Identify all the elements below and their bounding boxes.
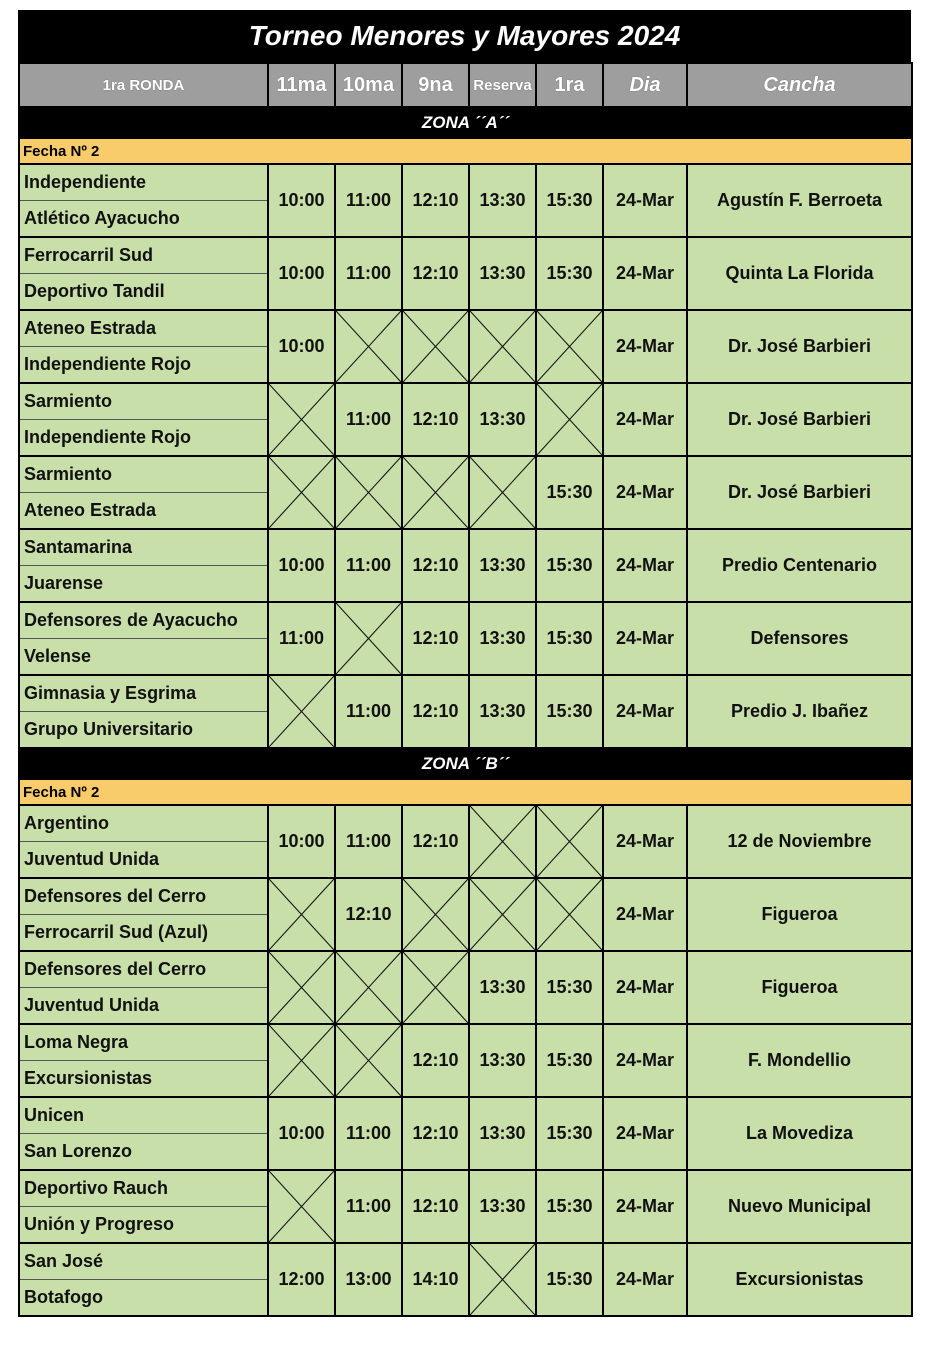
- dia-cell: 24-Mar: [603, 951, 687, 1024]
- fecha-row: [19, 779, 912, 805]
- time-cell: 15:30: [536, 1097, 603, 1170]
- teams-cell: [19, 310, 268, 383]
- time-cell: 13:30: [469, 1024, 536, 1097]
- time-cell: 13:30: [469, 529, 536, 602]
- time-cell: 15:30: [536, 951, 603, 1024]
- zone-label: ZONA ´´A´´: [19, 107, 912, 138]
- time-cell-empty: [536, 383, 603, 456]
- match-row: [19, 456, 912, 529]
- time-cell: 13:30: [469, 951, 536, 1024]
- match-row: [19, 878, 912, 951]
- time-cell: 13:30: [469, 237, 536, 310]
- home-team: Gimnasia y Esgrima: [20, 676, 267, 712]
- time-cell: 11:00: [335, 237, 402, 310]
- time-cell: 13:30: [469, 383, 536, 456]
- cancha-cell: F. Mondellio: [687, 1024, 912, 1097]
- time-cell-empty: [268, 951, 335, 1024]
- time-cell-empty: [268, 383, 335, 456]
- time-cell: 11:00: [335, 383, 402, 456]
- time-cell: 11:00: [335, 675, 402, 748]
- time-cell: 15:30: [536, 237, 603, 310]
- cancha-cell: Dr. José Barbieri: [687, 456, 912, 529]
- time-cell: 12:10: [402, 383, 469, 456]
- match-row: [19, 675, 912, 748]
- teams-cell: [19, 951, 268, 1024]
- not-played-x-icon: [470, 806, 535, 877]
- time-cell: 15:30: [536, 1170, 603, 1243]
- time-cell: 12:10: [402, 529, 469, 602]
- time-cell: 10:00: [268, 1097, 335, 1170]
- dia-cell: 24-Mar: [603, 383, 687, 456]
- time-cell-empty: [268, 1024, 335, 1097]
- time-cell: 13:30: [469, 1170, 536, 1243]
- time-cell: 12:10: [402, 1097, 469, 1170]
- header-11ma: 11ma: [268, 63, 335, 107]
- teams-cell: [19, 805, 268, 878]
- not-played-x-icon: [537, 806, 602, 877]
- time-cell: 12:10: [402, 805, 469, 878]
- time-cell: 13:30: [469, 164, 536, 237]
- time-cell: 12:10: [402, 602, 469, 675]
- schedule-sheet: [18, 10, 911, 1317]
- not-played-x-icon: [470, 457, 535, 528]
- match-row: [19, 602, 912, 675]
- not-played-x-icon: [336, 1025, 401, 1096]
- cancha-cell: Defensores: [687, 602, 912, 675]
- home-team: Defensores de Ayacucho: [20, 603, 267, 639]
- cancha-cell: Dr. José Barbieri: [687, 383, 912, 456]
- fecha-row: [19, 138, 912, 164]
- zone-header-row: [19, 748, 912, 779]
- teams-cell: [19, 237, 268, 310]
- header-ronda: 1ra RONDA: [19, 63, 268, 107]
- dia-cell: 24-Mar: [603, 456, 687, 529]
- time-cell: 11:00: [335, 1097, 402, 1170]
- time-cell: 10:00: [268, 529, 335, 602]
- home-team: Argentino: [20, 806, 267, 842]
- away-team: Ateneo Estrada: [24, 500, 157, 520]
- header-1ra: 1ra: [536, 63, 603, 107]
- time-cell: 12:10: [402, 1024, 469, 1097]
- match-row: [19, 237, 912, 310]
- time-cell: 11:00: [335, 1170, 402, 1243]
- not-played-x-icon: [537, 384, 602, 455]
- cancha-cell: Agustín F. Berroeta: [687, 164, 912, 237]
- cancha-cell: Nuevo Municipal: [687, 1170, 912, 1243]
- not-played-x-icon: [269, 457, 334, 528]
- time-cell-empty: [335, 1024, 402, 1097]
- dia-cell: 24-Mar: [603, 529, 687, 602]
- away-team: Juventud Unida: [24, 995, 160, 1015]
- time-cell: 10:00: [268, 310, 335, 383]
- home-team: San José: [20, 1244, 267, 1280]
- not-played-x-icon: [537, 879, 602, 950]
- cancha-cell: 12 de Noviembre: [687, 805, 912, 878]
- time-cell-empty: [268, 878, 335, 951]
- dia-cell: 24-Mar: [603, 164, 687, 237]
- dia-cell: 24-Mar: [603, 602, 687, 675]
- dia-cell: 24-Mar: [603, 1243, 687, 1316]
- time-cell-empty: [402, 951, 469, 1024]
- time-cell: 10:00: [268, 805, 335, 878]
- away-team: Atlético Ayacucho: [24, 208, 180, 228]
- time-cell: 13:30: [469, 602, 536, 675]
- time-cell: 13:30: [469, 675, 536, 748]
- page-title: Torneo Menores y Mayores 2024: [18, 10, 911, 62]
- home-team: Ateneo Estrada: [20, 311, 267, 347]
- teams-cell: [19, 675, 268, 748]
- match-row: [19, 383, 912, 456]
- cancha-cell: Predio J. Ibañez: [687, 675, 912, 748]
- away-team: Independiente Rojo: [24, 427, 192, 447]
- match-row: [19, 1170, 912, 1243]
- time-cell: 13:30: [469, 1097, 536, 1170]
- match-row: [19, 1243, 912, 1316]
- time-cell: 13:00: [335, 1243, 402, 1316]
- teams-cell: [19, 1024, 268, 1097]
- teams-cell: [19, 1243, 268, 1316]
- not-played-x-icon: [470, 1244, 535, 1315]
- home-team: Unicen: [20, 1098, 267, 1134]
- header-10ma: 10ma: [335, 63, 402, 107]
- home-team: Deportivo Rauch: [20, 1171, 267, 1207]
- dia-cell: 24-Mar: [603, 675, 687, 748]
- not-played-x-icon: [336, 603, 401, 674]
- time-cell: 11:00: [335, 164, 402, 237]
- not-played-x-icon: [336, 952, 401, 1023]
- away-team: San Lorenzo: [24, 1141, 133, 1161]
- time-cell-empty: [268, 1170, 335, 1243]
- time-cell: 10:00: [268, 164, 335, 237]
- time-cell-empty: [402, 456, 469, 529]
- not-played-x-icon: [470, 311, 535, 382]
- match-row: [19, 951, 912, 1024]
- time-cell-empty: [335, 456, 402, 529]
- home-team: Sarmiento: [20, 384, 267, 420]
- cancha-cell: Excursionistas: [687, 1243, 912, 1316]
- away-team: Juventud Unida: [24, 849, 160, 869]
- time-cell: 12:10: [402, 675, 469, 748]
- away-team: Independiente Rojo: [24, 354, 192, 374]
- home-team: Loma Negra: [20, 1025, 267, 1061]
- time-cell: 11:00: [268, 602, 335, 675]
- teams-cell: [19, 1097, 268, 1170]
- cancha-cell: Figueroa: [687, 878, 912, 951]
- time-cell: 15:30: [536, 675, 603, 748]
- match-row: [19, 164, 912, 237]
- time-cell: 11:00: [335, 805, 402, 878]
- away-team: Unión y Progreso: [24, 1214, 175, 1234]
- teams-cell: [19, 383, 268, 456]
- time-cell-empty: [402, 310, 469, 383]
- match-row: [19, 1097, 912, 1170]
- time-cell: 15:30: [536, 602, 603, 675]
- cancha-cell: Figueroa: [687, 951, 912, 1024]
- cancha-cell: Quinta La Florida: [687, 237, 912, 310]
- time-cell-empty: [469, 878, 536, 951]
- header-reserva: Reserva: [469, 63, 536, 107]
- header-9na: 9na: [402, 63, 469, 107]
- dia-cell: 24-Mar: [603, 878, 687, 951]
- match-row: [19, 1024, 912, 1097]
- home-team: Ferrocarril Sud: [20, 238, 267, 274]
- dia-cell: 24-Mar: [603, 310, 687, 383]
- not-played-x-icon: [336, 457, 401, 528]
- dia-cell: 24-Mar: [603, 805, 687, 878]
- home-team: Independiente: [20, 165, 267, 201]
- time-cell: 12:00: [268, 1243, 335, 1316]
- away-team: Ferrocarril Sud (Azul): [24, 922, 209, 942]
- dia-cell: 24-Mar: [603, 1170, 687, 1243]
- time-cell-empty: [469, 805, 536, 878]
- zone-header-row: [19, 107, 912, 138]
- time-cell: 12:10: [402, 1170, 469, 1243]
- schedule-table: [18, 62, 913, 1317]
- away-team: Excursionistas: [24, 1068, 153, 1088]
- teams-cell: [19, 164, 268, 237]
- not-played-x-icon: [537, 311, 602, 382]
- time-cell: 12:10: [402, 237, 469, 310]
- teams-cell: [19, 456, 268, 529]
- header-row: [19, 63, 912, 107]
- cancha-cell: La Movediza: [687, 1097, 912, 1170]
- time-cell: 11:00: [335, 529, 402, 602]
- not-played-x-icon: [269, 384, 334, 455]
- time-cell: 15:30: [536, 456, 603, 529]
- not-played-x-icon: [470, 879, 535, 950]
- match-row: [19, 529, 912, 602]
- dia-cell: 24-Mar: [603, 1097, 687, 1170]
- time-cell-empty: [469, 456, 536, 529]
- time-cell-empty: [536, 310, 603, 383]
- home-team: Defensores del Cerro: [20, 952, 267, 988]
- dia-cell: 24-Mar: [603, 1024, 687, 1097]
- time-cell-empty: [402, 878, 469, 951]
- teams-cell: [19, 602, 268, 675]
- cancha-cell: Dr. José Barbieri: [687, 310, 912, 383]
- time-cell: 12:10: [335, 878, 402, 951]
- time-cell-empty: [536, 878, 603, 951]
- time-cell-empty: [335, 951, 402, 1024]
- away-team: Deportivo Tandil: [24, 281, 165, 301]
- cancha-cell: Predio Centenario: [687, 529, 912, 602]
- not-played-x-icon: [269, 676, 334, 747]
- time-cell-empty: [469, 1243, 536, 1316]
- dia-cell: 24-Mar: [603, 237, 687, 310]
- not-played-x-icon: [403, 952, 468, 1023]
- fecha-label: Fecha Nº 2: [19, 138, 912, 164]
- time-cell: 12:10: [402, 164, 469, 237]
- away-team: Velense: [24, 646, 92, 666]
- time-cell: 15:30: [536, 1243, 603, 1316]
- fecha-label: Fecha Nº 2: [19, 779, 912, 805]
- not-played-x-icon: [336, 311, 401, 382]
- not-played-x-icon: [403, 879, 468, 950]
- header-dia: Dia: [603, 63, 687, 107]
- header-cancha: Cancha: [687, 63, 912, 107]
- home-team: Defensores del Cerro: [20, 879, 267, 915]
- time-cell-empty: [469, 310, 536, 383]
- time-cell-empty: [268, 675, 335, 748]
- time-cell: 15:30: [536, 529, 603, 602]
- zone-label: ZONA ´´B´´: [19, 748, 912, 779]
- time-cell: 10:00: [268, 237, 335, 310]
- time-cell: 15:30: [536, 164, 603, 237]
- match-row: [19, 310, 912, 383]
- teams-cell: [19, 878, 268, 951]
- time-cell: 15:30: [536, 1024, 603, 1097]
- home-team: Santamarina: [20, 530, 267, 566]
- not-played-x-icon: [403, 457, 468, 528]
- match-row: [19, 805, 912, 878]
- away-team: Grupo Universitario: [24, 719, 194, 739]
- not-played-x-icon: [269, 879, 334, 950]
- not-played-x-icon: [269, 1025, 334, 1096]
- teams-cell: [19, 529, 268, 602]
- home-team: Sarmiento: [20, 457, 267, 493]
- not-played-x-icon: [269, 952, 334, 1023]
- time-cell-empty: [335, 602, 402, 675]
- away-team: Botafogo: [24, 1287, 103, 1307]
- time-cell-empty: [268, 456, 335, 529]
- not-played-x-icon: [403, 311, 468, 382]
- not-played-x-icon: [269, 1171, 334, 1242]
- teams-cell: [19, 1170, 268, 1243]
- time-cell: 14:10: [402, 1243, 469, 1316]
- time-cell-empty: [536, 805, 603, 878]
- away-team: Juarense: [24, 573, 104, 593]
- time-cell-empty: [335, 310, 402, 383]
